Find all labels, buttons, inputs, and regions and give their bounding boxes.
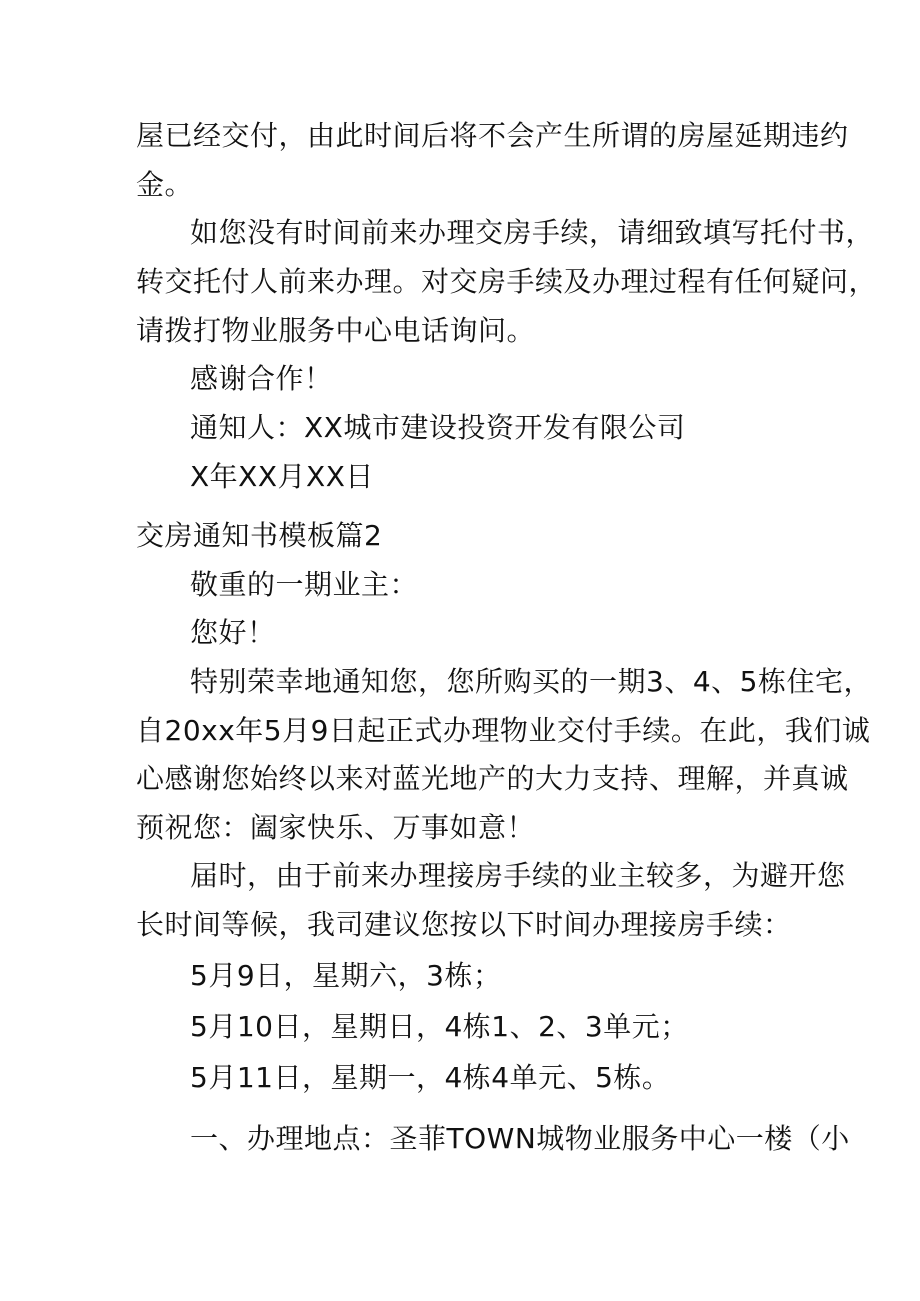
text-line: 长时间等候，我司建议您按以下时间办理接房手续： <box>136 908 792 941</box>
text-line: 特别荣幸地通知您，您所购买的一期3、4、5栋住宅， <box>190 665 872 698</box>
text-line: 自20xx年5月9日起正式办理物业交付手续。在此，我们诚 <box>136 714 871 747</box>
schedule-item: 5月9日，星期六，3栋； <box>190 959 502 992</box>
date-line: X年XX月XX日 <box>190 460 374 493</box>
greeting: 您好！ <box>190 616 276 649</box>
text-line: 金。 <box>136 168 194 201</box>
text-line: 届时，由于前来办理接房手续的业主较多，为避开您 <box>190 859 846 892</box>
text-line: 预祝您：阖家快乐、万事如意！ <box>136 811 536 844</box>
text-line: 如您没有时间前来办理交房手续，请细致填写托付书， <box>190 216 875 249</box>
schedule-item: 5月11日，星期一，4栋4单元、5栋。 <box>190 1061 671 1094</box>
text-line: 屋已经交付，由此时间后将不会产生所谓的房屋延期违约 <box>136 119 849 152</box>
text-line: 转交托付人前来办理。对交房手续及办理过程有任何疑问， <box>136 265 878 298</box>
section-title: 交房通知书模板篇2 <box>136 519 383 552</box>
text-line: 一、办理地点：圣菲TOWN城物业服务中心一楼（小 <box>190 1122 850 1155</box>
salutation: 敬重的一期业主： <box>190 568 419 601</box>
text-line: 感谢合作！ <box>190 362 333 395</box>
schedule-item: 5月10日，星期日，4栋1、2、3单元； <box>190 1010 689 1043</box>
notifier-line: 通知人：XX城市建设投资开发有限公司 <box>190 411 686 444</box>
text-line: 心感谢您始终以来对蓝光地产的大力支持、理解，并真诚 <box>136 762 849 795</box>
text-line: 请拨打物业服务中心电话询问。 <box>136 314 536 347</box>
